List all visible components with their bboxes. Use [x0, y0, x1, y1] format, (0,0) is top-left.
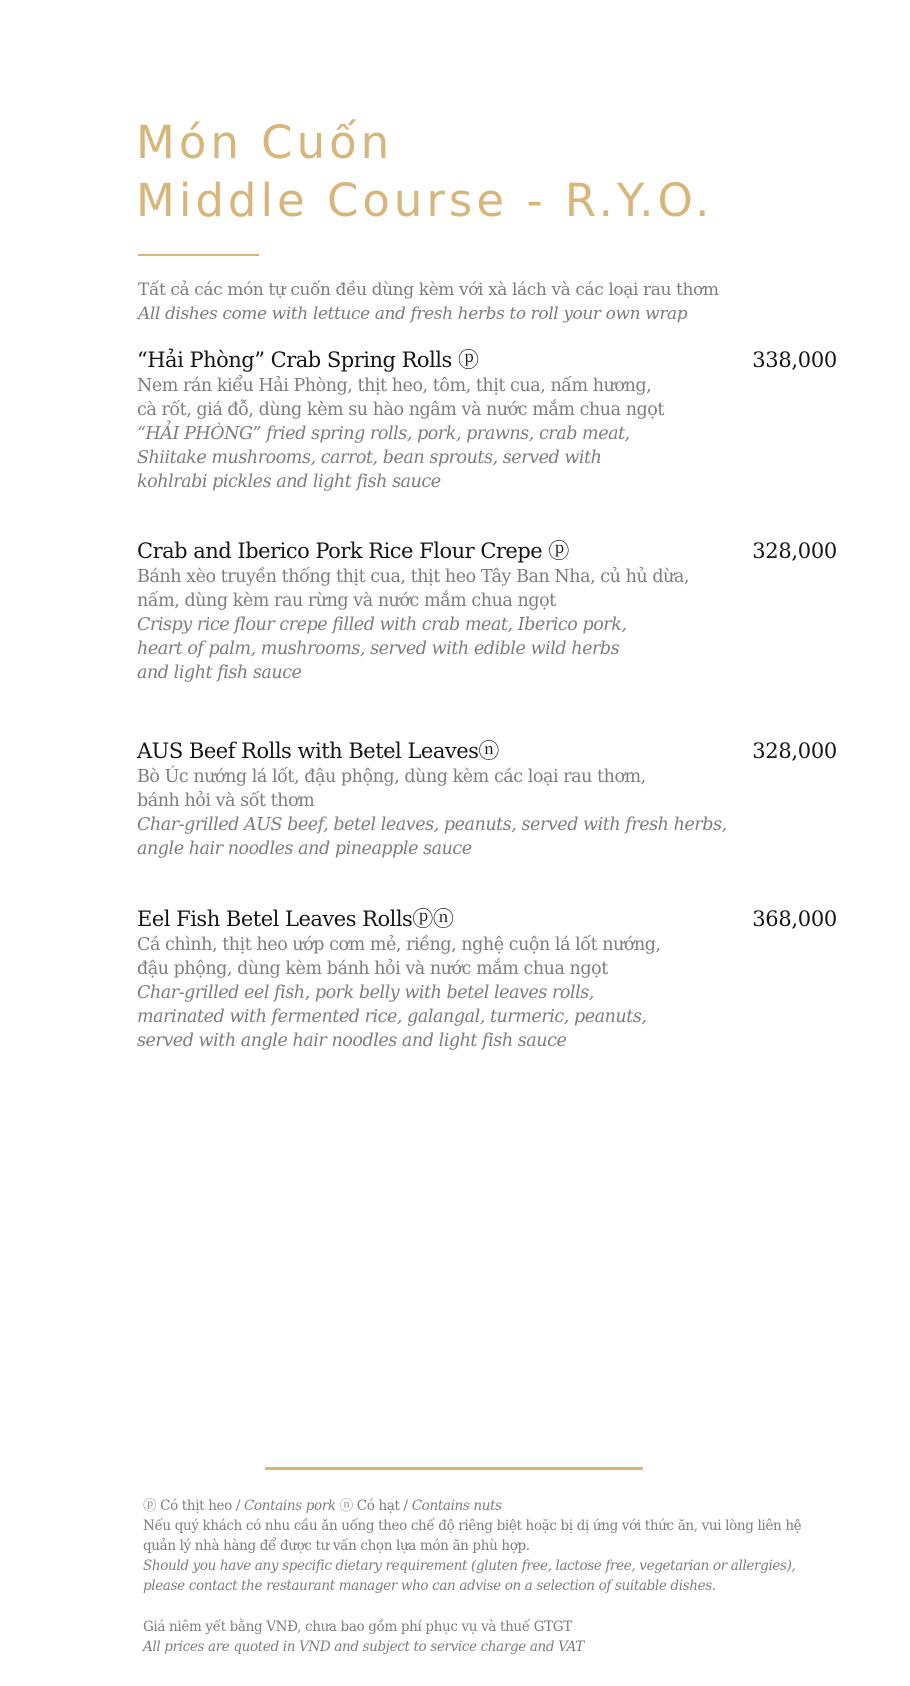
note-line: quản lý nhà hàng để được tư vấn chọn lựa món ăn phù hợp.: [143, 1538, 530, 1554]
menu-item-aus-beef-betel-rolls: [137, 737, 837, 861]
note-line: please contact the restaurant manager who can advise on a selection of suitable dishes.: [143, 1578, 716, 1594]
dish-description-vietnamese: [137, 374, 837, 422]
menu-item-eel-fish-betel-rolls: [137, 905, 837, 1053]
allergen-legend: [143, 1496, 801, 1516]
description-line: heart of palm, mushrooms, served with edible wild herbs: [137, 639, 620, 659]
description-line: marinated with fermented rice, galangal, turmeric, peanuts,: [137, 1007, 647, 1027]
description-line: Bò Úc nướng lá lốt, đậu phộng, dùng kèm các loại rau thơm,: [137, 767, 646, 787]
dish-description-english: [137, 813, 837, 861]
legend-pork-vietnamese: ⓟ Có thịt heo /: [143, 1498, 245, 1514]
dietary-note-vietnamese: [143, 1516, 801, 1556]
description-line: “HẢI PHÒNG” fried spring rolls, pork, prawns, crab meat,: [137, 424, 630, 444]
description-line: angle hair noodles and pineapple sauce: [137, 839, 472, 859]
dish-name: Crab and Iberico Pork Rice Flour Crepe ⓟ: [137, 539, 569, 563]
dish-price: 338,000: [752, 348, 837, 372]
description-line: Crispy rice flour crepe filled with crab meat, Iberico pork,: [137, 615, 627, 635]
description-line: Char-grilled eel fish, pork belly with betel leaves rolls,: [137, 983, 594, 1003]
dish-description-english: [137, 422, 837, 494]
footer-divider: [265, 1467, 643, 1470]
description-line: Bánh xèo truyền thống thịt cua, thịt heo Tây Ban Nha, củ hủ dừa,: [137, 567, 689, 587]
description-line: đậu phộng, dùng kèm bánh hỏi và nước mắm chua ngọt: [137, 959, 608, 979]
dish-description-vietnamese: [137, 565, 837, 613]
footer-notes: [143, 1496, 801, 1657]
dish-description-vietnamese: [137, 933, 837, 981]
intro-text: [138, 278, 719, 326]
dish-description-english: [137, 613, 837, 685]
description-line: Char-grilled AUS beef, betel leaves, peanuts, served with fresh herbs,: [137, 815, 727, 835]
description-line: bánh hỏi và sốt thơm: [137, 791, 315, 811]
intro-english: All dishes come with lettuce and fresh herbs to roll your own wrap: [138, 304, 688, 324]
menu-item-crab-iberico-pork-crepe: [137, 537, 837, 685]
legend-nuts-vietnamese: ⓝ Có hạt /: [335, 1498, 412, 1514]
dish-price: 368,000: [752, 907, 837, 931]
page-title-english: Middle Course - R.Y.O.: [136, 174, 714, 227]
price-note-english: All prices are quoted in VND and subject to service charge and VAT: [143, 1639, 584, 1655]
legend-pork-english: Contains pork: [244, 1498, 336, 1514]
menu-item-hai-phong-crab-spring-rolls: [137, 346, 837, 494]
description-line: Nem rán kiểu Hải Phòng, thịt heo, tôm, thịt cua, nấm hương,: [137, 376, 652, 396]
intro-vietnamese: Tất cả các món tự cuốn đều dùng kèm với xà lách và các loại rau thơm: [138, 280, 719, 300]
description-line: kohlrabi pickles and light fish sauce: [137, 472, 441, 492]
description-line: served with angle hair noodles and light fish sauce: [137, 1031, 567, 1051]
page-title: [136, 114, 713, 230]
dish-name: Eel Fish Betel Leaves Rollsⓟⓝ: [137, 907, 454, 931]
dish-description-vietnamese: [137, 765, 837, 813]
dish-description-english: [137, 981, 837, 1053]
description-line: and light fish sauce: [137, 663, 302, 683]
dish-name: AUS Beef Rolls with Betel Leavesⓝ: [137, 739, 499, 763]
dish-price: 328,000: [752, 739, 837, 763]
dietary-note-english: [143, 1556, 801, 1596]
note-line: Nếu quý khách có nhu cầu ăn uống theo chế độ riêng biệt hoặc bị dị ứng với thức ăn, vui lòng liên hệ: [143, 1518, 802, 1534]
description-line: cà rốt, giá đỗ, dùng kèm su hào ngâm và nước mắm chua ngọt: [137, 400, 664, 420]
title-divider: [138, 254, 259, 256]
description-line: Shiitake mushrooms, carrot, bean sprouts, served with: [137, 448, 602, 468]
price-note-vietnamese: Giá niêm yết bằng VNĐ, chưa bao gồm phí phục vụ và thuế GTGT: [143, 1619, 572, 1635]
legend-nuts-english: Contains nuts: [411, 1498, 502, 1514]
description-line: Cá chình, thịt heo ướp cơm mẻ, riềng, nghệ cuộn lá lốt nướng,: [137, 935, 661, 955]
page-title-vietnamese: Món Cuốn: [136, 116, 394, 169]
dish-name: “Hải Phòng” Crab Spring Rolls ⓟ: [137, 348, 479, 372]
dish-price: 328,000: [752, 539, 837, 563]
description-line: nấm, dùng kèm rau rừng và nước mắm chua ngọt: [137, 591, 556, 611]
note-line: Should you have any specific dietary requirement (gluten free, lactose free, vegetarian or allergies),: [143, 1558, 796, 1574]
